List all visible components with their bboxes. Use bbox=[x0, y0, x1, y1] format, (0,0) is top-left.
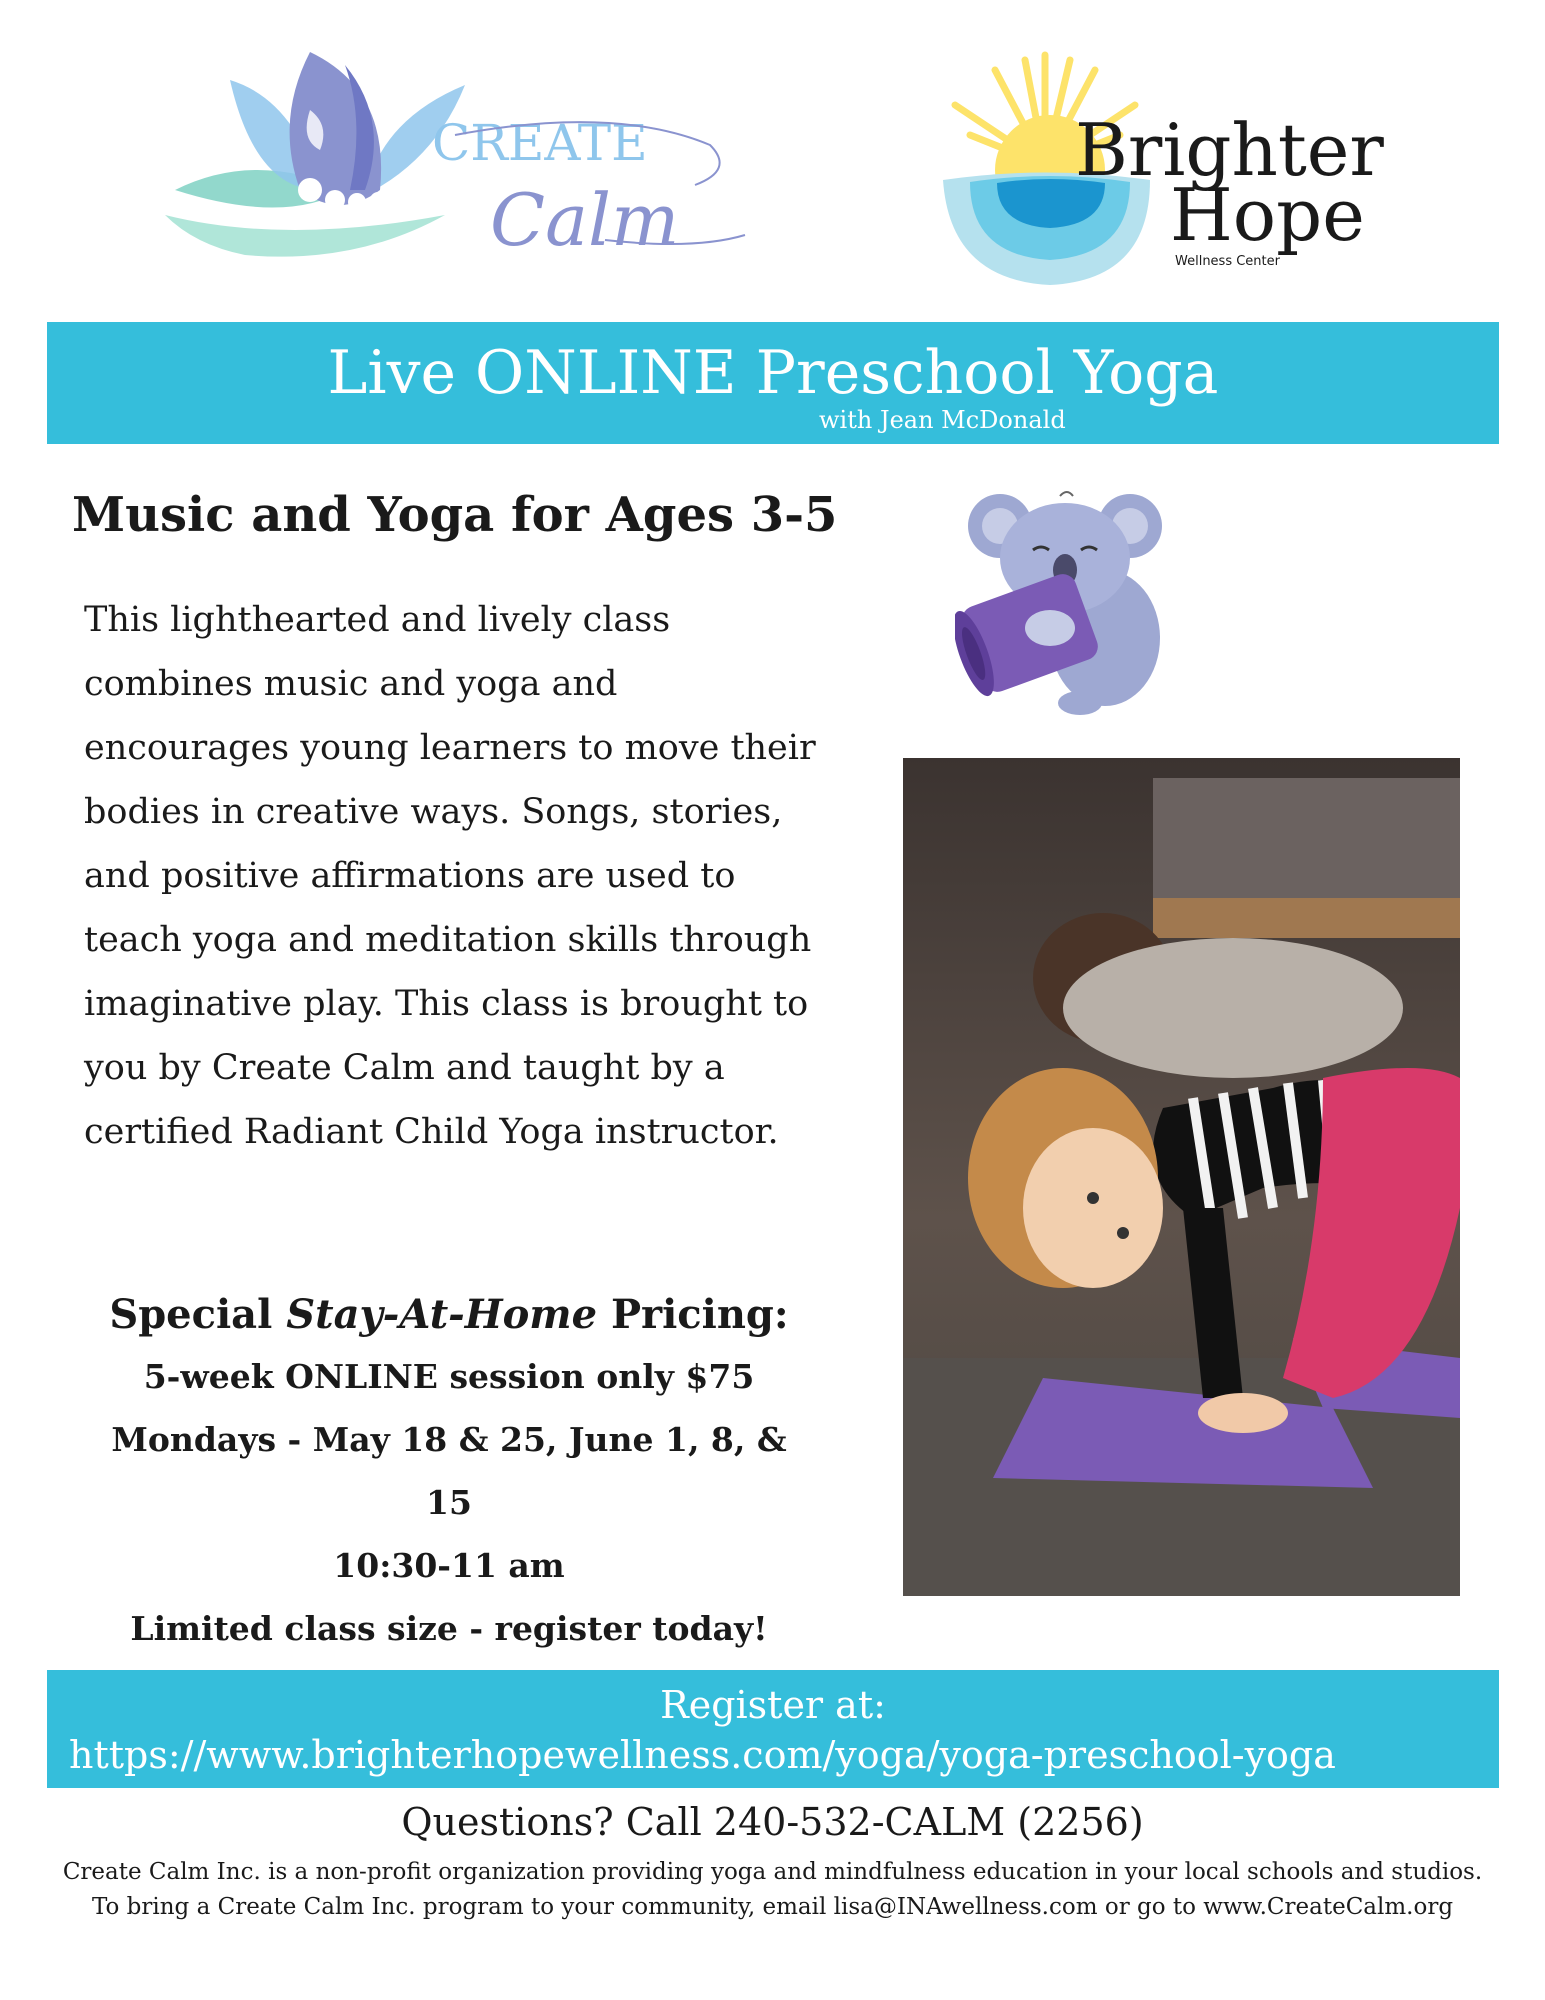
pricing-title-prefix: Special bbox=[109, 1291, 287, 1338]
pricing-title bbox=[84, 1285, 814, 1345]
class-description: This lighthearted and lively class combines music and yoga and encourages young learners to move their bodies in creative ways. Songs, stories, and positive affirmations are used to teach yoga and meditation skills through imaginative play. This class is brought to you by Create Calm and taught by a certified Radiant Child Yoga instructor. bbox=[84, 600, 816, 1152]
create-calm-logo-word1: CREATE bbox=[432, 114, 648, 172]
pricing-line-time: 10:30-11 am bbox=[333, 1546, 565, 1585]
brighter-hope-logo-tagline: Wellness Center bbox=[1175, 254, 1280, 269]
title-banner bbox=[47, 322, 1499, 444]
koala-illustration bbox=[955, 488, 1170, 718]
pricing-block bbox=[84, 1285, 814, 1660]
create-calm-logo bbox=[135, 40, 775, 290]
section-heading: Music and Yoga for Ages 3-5 bbox=[72, 487, 838, 543]
questions-phone-line: Questions? Call 240-532-CALM (2256) bbox=[401, 1800, 1144, 1844]
brighter-hope-logo-word1: Brighter bbox=[1075, 108, 1384, 192]
child-yoga-photo bbox=[903, 758, 1460, 1596]
pricing-line-dates: Mondays - May 18 & 25, June 1, 8, & 15 bbox=[111, 1420, 787, 1522]
create-calm-logo-word2: Calm bbox=[490, 178, 680, 262]
footer-text: Create Calm Inc. is a non-profit organization providing yoga and mindfulness education in your local schools and studios. To bring a Create Calm Inc. program to your community, email lisa@INAwellness.com or go to www.CreateCalm.org bbox=[62, 1859, 1483, 1920]
instructor-subtitle: with Jean McDonald bbox=[819, 406, 1066, 434]
pricing-line-cta: Limited class size - register today! bbox=[130, 1609, 768, 1648]
sun-wave-logo-icon bbox=[935, 45, 1415, 295]
child-yoga-photo-image bbox=[903, 758, 1460, 1596]
page-title: Live ONLINE Preschool Yoga bbox=[327, 338, 1219, 408]
koala-with-yoga-mat-icon bbox=[955, 488, 1170, 718]
register-banner bbox=[47, 1670, 1499, 1788]
brighter-hope-logo bbox=[935, 45, 1415, 295]
pricing-title-suffix: Pricing: bbox=[597, 1291, 789, 1338]
register-label: Register at: bbox=[660, 1683, 886, 1727]
brighter-hope-logo-word2: Hope bbox=[1170, 173, 1365, 257]
pricing-line-price: 5-week ONLINE session only $75 bbox=[143, 1357, 755, 1396]
lotus-logo-icon bbox=[135, 40, 775, 290]
pricing-title-italic: Stay-At-Home bbox=[286, 1291, 598, 1338]
register-url-link[interactable]: https://www.brighterhopewellness.com/yoga/yoga-preschool-yoga bbox=[69, 1733, 1336, 1777]
